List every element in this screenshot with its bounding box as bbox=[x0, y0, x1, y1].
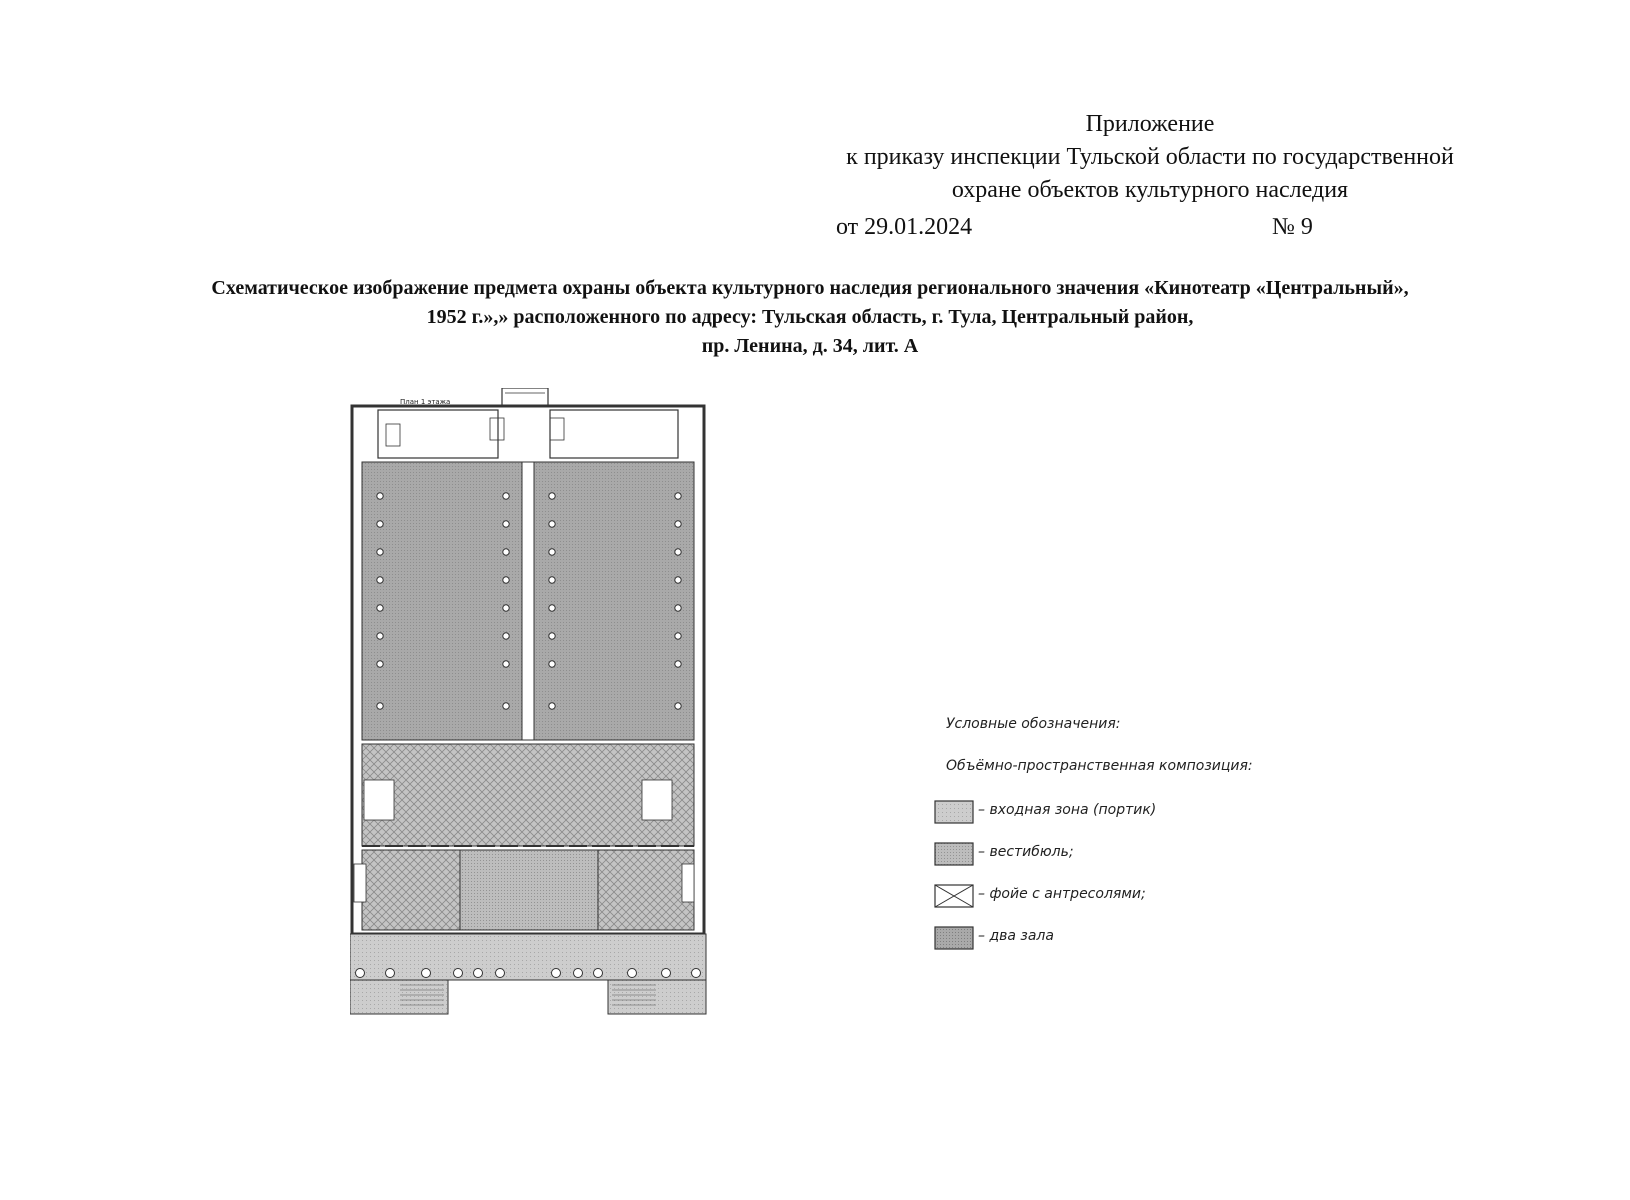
legend-label-foyer: – фойе с антресолями; bbox=[978, 886, 1146, 902]
legend-label-portico: – входная зона (портик) bbox=[978, 802, 1157, 818]
appendix-order-ref: к приказу инспекции Тульской области по государственной bbox=[846, 144, 1454, 170]
service-room-right bbox=[550, 410, 678, 458]
legend-label-halls: – два зала bbox=[978, 928, 1054, 944]
swatch-vestibule bbox=[934, 842, 974, 866]
order-number: № 9 bbox=[1272, 214, 1313, 240]
swatch-foyer bbox=[934, 884, 974, 908]
hall-right bbox=[534, 462, 694, 740]
side-stair-right bbox=[682, 864, 694, 902]
vestibule-left bbox=[362, 850, 460, 930]
service-room-left bbox=[378, 410, 498, 458]
top-canopy bbox=[502, 388, 548, 406]
side-stair-left bbox=[354, 864, 366, 902]
title-line-2: 1952 г.»,» расположенного по адресу: Тульская область, г. Тула, Центральный район, bbox=[426, 306, 1194, 328]
vestibule-right bbox=[598, 850, 694, 930]
order-date: от 29.01.2024 bbox=[836, 214, 973, 240]
document-title bbox=[80, 274, 1540, 361]
foyer-stair-left bbox=[364, 780, 394, 820]
hall-divider bbox=[522, 462, 534, 740]
swatch-portico bbox=[934, 800, 974, 824]
appendix-header bbox=[780, 108, 1520, 207]
vestibule-center bbox=[460, 850, 598, 930]
hall-left bbox=[362, 462, 522, 740]
appendix-title: Приложение bbox=[1085, 111, 1215, 137]
legend-subheading: Объёмно-пространственная композиция: bbox=[946, 758, 1253, 774]
portico bbox=[350, 934, 706, 980]
swatch-halls bbox=[934, 926, 974, 950]
legend-heading: Условные обозначения: bbox=[946, 716, 1121, 732]
foyer-stair-right bbox=[642, 780, 672, 820]
legend-label-vestibule: – вестибюль; bbox=[978, 844, 1074, 860]
appendix-order-ref-cont: охране объектов культурного наследия bbox=[951, 177, 1349, 203]
title-line-3: пр. Ленина, д. 34, лит. А bbox=[701, 335, 919, 357]
plan-label: План 1 этажа bbox=[400, 398, 451, 406]
title-line-1: Схематическое изображение предмета охраны объекта культурного наследия регионального значения «Кинотеатр «Центральный», bbox=[211, 277, 1409, 299]
floor-plan bbox=[350, 388, 730, 1058]
